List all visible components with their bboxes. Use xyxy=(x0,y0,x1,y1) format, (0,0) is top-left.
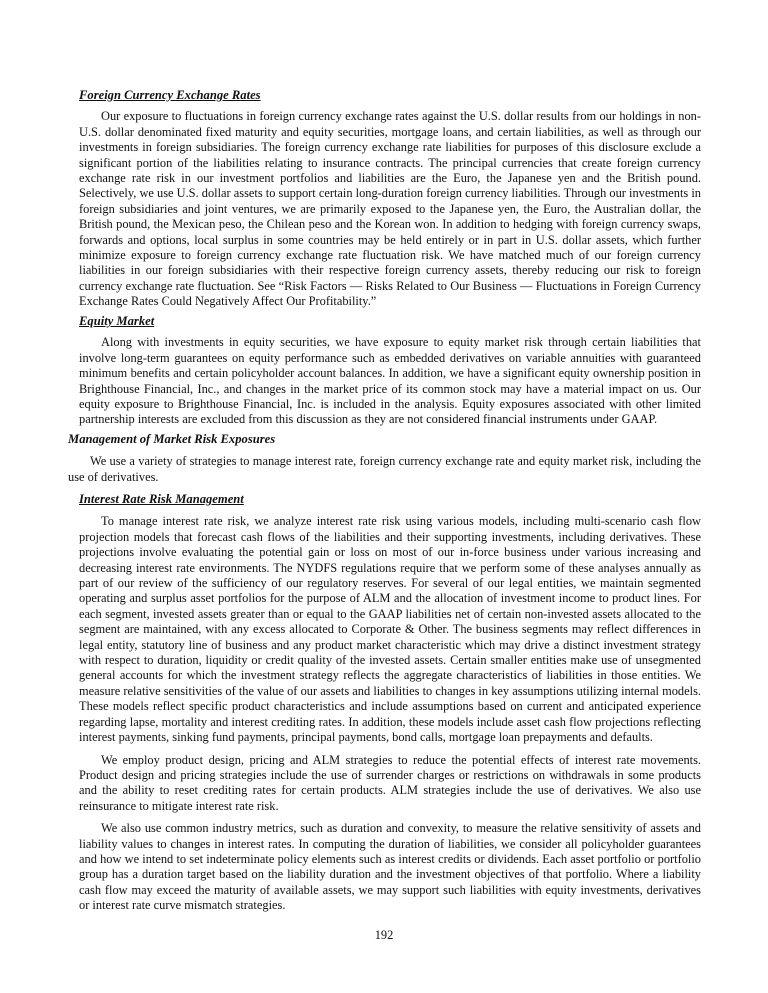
paragraph: We use a variety of strategies to manage interest rate, foreign currency exchange rate and equity market risk, including the use of derivatives. xyxy=(68,454,701,484)
section-heading: Equity Market xyxy=(79,314,155,328)
section-heading: Management of Market Risk Exposures xyxy=(68,432,276,446)
paragraph: To manage interest rate risk, we analyze interest rate risk using various models, including multi-scenario cash flow projection models that forecast cash flows of the liabilities and their supporting investments, including derivatives. These projections involve evaluating the potential gain or loss on most of our in-force business under various increasing and decreasing interest rate environments. The NYDFS regulations require that we perform some of these analyses annually as part of our review of the sufficiency of our regulatory reserves. For several of our legal entities, we maintain segmented operating and surplus asset portfolios for the purpose of ALM and the allocation of investment income to product lines. For each segment, invested assets greater than or equal to the GAAP liabilities net of certain non-invested assets allocated to the segment are maintained, with any excess allocated to Corporate & Other. The business segments may reflect differences in legal entity, statutory line of business and any product market characteristic which may drive a distinct investment strategy with respect to duration, liquidity or credit quality of the invested assets. Certain smaller entities make use of unsegmented general accounts for which the investment strategy reflects the aggregate characteristics of liabilities in those entities. We measure relative sensitivities of the value of our assets and liabilities to changes in key assumptions utilizing internal models. These models reflect specific product characteristics and include assumptions based on current and anticipated experience regarding lapse, mortality and interest crediting rates. In addition, these models include asset cash flow projections reflecting interest payments, sinking fund payments, principal payments, bond calls, mortgage loan prepayments and defaults. xyxy=(79,514,701,745)
paragraph: We also use common industry metrics, such as duration and convexity, to measure the relative sensitivity of assets and liability values to changes in interest rates. In computing the duration of liabilities, we consider all policyholder guarantees and how we intend to set indeterminate policy elements such as interest credits or dividends. Each asset portfolio or portfolio group has a duration target based on the liability duration and the investment objectives of that portfolio. Where a liability cash flow may exceed the maturity of available assets, we may support such liabilities with equity investments, derivatives or interest rate curve mismatch strategies. xyxy=(79,821,701,913)
page-number: 192 xyxy=(374,928,394,942)
paragraph: We employ product design, pricing and ALM strategies to reduce the potential effects of interest rate movements. Product design and pricing strategies include the use of surrender charges or restrictions on withdrawals in some products and the ability to reset crediting rates for certain products. ALM strategies include the use of derivatives. We also use reinsurance to mitigate interest rate risk. xyxy=(79,752,701,813)
paragraph: Along with investments in equity securities, we have exposure to equity market risk through certain liabilities that involve long-term guarantees on equity performance such as embedded derivatives on variable annuities with guaranteed minimum benefits and certain policyholder account balances. In addition, we have a significant equity ownership position in Brighthouse Financial, Inc., and changes in the market price of its common stock may have a material impact on us. Our equity exposure to Brighthouse Financial, Inc. is included in the analysis. Equity exposures associated with other limited partnership interests are excluded from this discussion as they are not considered financial instruments under GAAP. xyxy=(79,335,701,427)
section-equity-market xyxy=(79,314,701,428)
section-foreign-currency xyxy=(79,88,701,310)
section-heading: Foreign Currency Exchange Rates xyxy=(79,88,261,102)
section-heading: Interest Rate Risk Management xyxy=(79,492,244,506)
section-interest-rate-risk xyxy=(79,492,701,914)
section-management-market-risk xyxy=(68,432,701,485)
paragraph: Our exposure to fluctuations in foreign currency exchange rates against the U.S. dollar results from our holdings in non-U.S. dollar denominated fixed maturity and equity securities, mortgage loans, and certain liabilities, as well as through our investments in foreign subsidiaries. The foreign currency exchange rate liabilities for purposes of this disclosure exclude a significant portion of the liabilities relating to insurance contracts. The principal currencies that create foreign currency exchange rate risk in our investment portfolios and liabilities are the Euro, the Japanese yen and the British pound. Selectively, we use U.S. dollar assets to support certain long-duration foreign currency liabilities. Through our investments in foreign subsidiaries and joint ventures, we are primarily exposed to the Japanese yen, the Euro, the Australian dollar, the British pound, the Mexican peso, the Chilean peso and the Korean won. In addition to hedging with foreign currency swaps, forwards and options, local surplus in some countries may be held entirely or in part in U.S. dollar assets, which further minimize exposure to foreign currency exchange rate fluctuation risk. We have matched much of our foreign currency liabilities in our foreign subsidiaries with their respective foreign currency assets, thereby reducing our risk to foreign currency exchange rate fluctuation. See “Risk Factors — Risks Related to Our Business — Fluctuations in Foreign Currency Exchange Rates Could Negatively Affect Our Profitability.” xyxy=(79,109,701,309)
